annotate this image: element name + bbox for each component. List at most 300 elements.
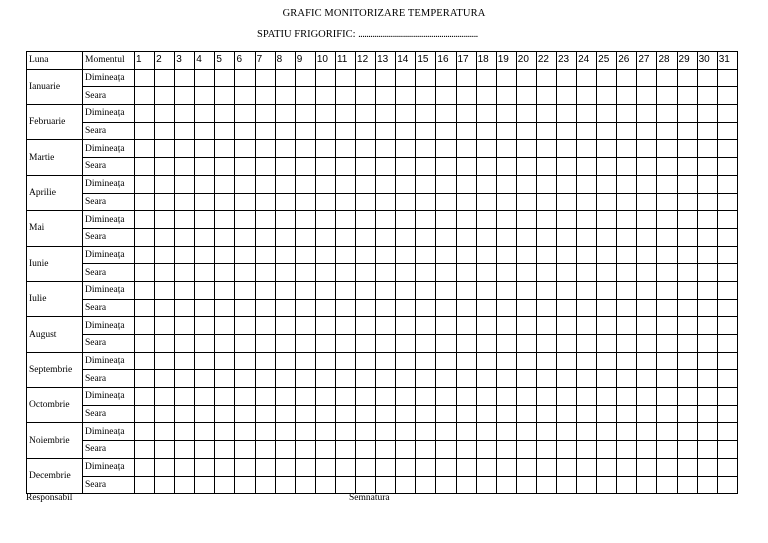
temperature-cell[interactable]	[356, 69, 376, 87]
temperature-cell[interactable]	[657, 423, 677, 441]
temperature-cell[interactable]	[476, 458, 496, 476]
temperature-cell[interactable]	[597, 352, 617, 370]
temperature-cell[interactable]	[476, 405, 496, 423]
temperature-cell[interactable]	[255, 405, 275, 423]
temperature-cell[interactable]	[577, 87, 597, 105]
temperature-cell[interactable]	[135, 264, 155, 282]
temperature-cell[interactable]	[275, 246, 295, 264]
temperature-cell[interactable]	[235, 441, 255, 459]
temperature-cell[interactable]	[295, 352, 315, 370]
temperature-cell[interactable]	[456, 87, 476, 105]
temperature-cell[interactable]	[617, 228, 637, 246]
temperature-cell[interactable]	[416, 405, 436, 423]
temperature-cell[interactable]	[235, 193, 255, 211]
temperature-cell[interactable]	[476, 476, 496, 494]
temperature-cell[interactable]	[255, 158, 275, 176]
temperature-cell[interactable]	[516, 122, 536, 140]
temperature-cell[interactable]	[516, 69, 536, 87]
temperature-cell[interactable]	[597, 69, 617, 87]
temperature-cell[interactable]	[255, 264, 275, 282]
temperature-cell[interactable]	[295, 158, 315, 176]
temperature-cell[interactable]	[155, 211, 175, 229]
temperature-cell[interactable]	[536, 299, 556, 317]
temperature-cell[interactable]	[295, 405, 315, 423]
temperature-cell[interactable]	[637, 228, 657, 246]
temperature-cell[interactable]	[617, 264, 637, 282]
temperature-cell[interactable]	[295, 299, 315, 317]
temperature-cell[interactable]	[717, 87, 737, 105]
temperature-cell[interactable]	[556, 211, 576, 229]
temperature-cell[interactable]	[376, 458, 396, 476]
temperature-cell[interactable]	[436, 405, 456, 423]
temperature-cell[interactable]	[597, 105, 617, 123]
temperature-cell[interactable]	[416, 476, 436, 494]
temperature-cell[interactable]	[135, 281, 155, 299]
temperature-cell[interactable]	[476, 211, 496, 229]
temperature-cell[interactable]	[516, 352, 536, 370]
temperature-cell[interactable]	[677, 370, 697, 388]
temperature-cell[interactable]	[456, 388, 476, 406]
temperature-cell[interactable]	[275, 264, 295, 282]
temperature-cell[interactable]	[556, 264, 576, 282]
temperature-cell[interactable]	[356, 228, 376, 246]
temperature-cell[interactable]	[376, 175, 396, 193]
temperature-cell[interactable]	[295, 87, 315, 105]
temperature-cell[interactable]	[275, 140, 295, 158]
temperature-cell[interactable]	[476, 246, 496, 264]
temperature-cell[interactable]	[597, 281, 617, 299]
temperature-cell[interactable]	[175, 388, 195, 406]
temperature-cell[interactable]	[255, 299, 275, 317]
temperature-cell[interactable]	[657, 264, 677, 282]
temperature-cell[interactable]	[456, 122, 476, 140]
temperature-cell[interactable]	[155, 175, 175, 193]
temperature-cell[interactable]	[215, 175, 235, 193]
temperature-cell[interactable]	[235, 405, 255, 423]
temperature-cell[interactable]	[135, 211, 155, 229]
temperature-cell[interactable]	[335, 175, 355, 193]
temperature-cell[interactable]	[577, 69, 597, 87]
temperature-cell[interactable]	[697, 246, 717, 264]
temperature-cell[interactable]	[436, 370, 456, 388]
temperature-cell[interactable]	[456, 423, 476, 441]
temperature-cell[interactable]	[175, 158, 195, 176]
temperature-cell[interactable]	[376, 299, 396, 317]
temperature-cell[interactable]	[295, 423, 315, 441]
temperature-cell[interactable]	[496, 175, 516, 193]
temperature-cell[interactable]	[255, 441, 275, 459]
temperature-cell[interactable]	[195, 140, 215, 158]
temperature-cell[interactable]	[536, 458, 556, 476]
temperature-cell[interactable]	[637, 370, 657, 388]
temperature-cell[interactable]	[536, 476, 556, 494]
temperature-cell[interactable]	[617, 140, 637, 158]
temperature-cell[interactable]	[597, 175, 617, 193]
temperature-cell[interactable]	[717, 122, 737, 140]
temperature-cell[interactable]	[155, 228, 175, 246]
temperature-cell[interactable]	[396, 158, 416, 176]
temperature-cell[interactable]	[275, 105, 295, 123]
temperature-cell[interactable]	[396, 335, 416, 353]
temperature-cell[interactable]	[657, 175, 677, 193]
temperature-cell[interactable]	[335, 299, 355, 317]
temperature-cell[interactable]	[637, 441, 657, 459]
temperature-cell[interactable]	[275, 370, 295, 388]
temperature-cell[interactable]	[155, 405, 175, 423]
temperature-cell[interactable]	[195, 69, 215, 87]
temperature-cell[interactable]	[456, 405, 476, 423]
temperature-cell[interactable]	[356, 441, 376, 459]
temperature-cell[interactable]	[697, 193, 717, 211]
temperature-cell[interactable]	[496, 193, 516, 211]
temperature-cell[interactable]	[476, 335, 496, 353]
temperature-cell[interactable]	[215, 69, 235, 87]
temperature-cell[interactable]	[195, 458, 215, 476]
temperature-cell[interactable]	[436, 122, 456, 140]
temperature-cell[interactable]	[235, 335, 255, 353]
temperature-cell[interactable]	[376, 441, 396, 459]
temperature-cell[interactable]	[677, 264, 697, 282]
temperature-cell[interactable]	[556, 299, 576, 317]
temperature-cell[interactable]	[556, 246, 576, 264]
temperature-cell[interactable]	[155, 317, 175, 335]
temperature-cell[interactable]	[416, 370, 436, 388]
temperature-cell[interactable]	[275, 317, 295, 335]
temperature-cell[interactable]	[597, 264, 617, 282]
temperature-cell[interactable]	[396, 405, 416, 423]
temperature-cell[interactable]	[597, 87, 617, 105]
temperature-cell[interactable]	[195, 476, 215, 494]
temperature-cell[interactable]	[416, 140, 436, 158]
temperature-cell[interactable]	[697, 281, 717, 299]
temperature-cell[interactable]	[396, 441, 416, 459]
temperature-cell[interactable]	[436, 105, 456, 123]
temperature-cell[interactable]	[677, 193, 697, 211]
temperature-cell[interactable]	[617, 122, 637, 140]
temperature-cell[interactable]	[175, 122, 195, 140]
temperature-cell[interactable]	[637, 122, 657, 140]
temperature-cell[interactable]	[717, 158, 737, 176]
temperature-cell[interactable]	[577, 388, 597, 406]
temperature-cell[interactable]	[476, 281, 496, 299]
temperature-cell[interactable]	[235, 87, 255, 105]
temperature-cell[interactable]	[235, 211, 255, 229]
temperature-cell[interactable]	[155, 423, 175, 441]
temperature-cell[interactable]	[677, 299, 697, 317]
temperature-cell[interactable]	[597, 122, 617, 140]
temperature-cell[interactable]	[416, 122, 436, 140]
temperature-cell[interactable]	[416, 264, 436, 282]
temperature-cell[interactable]	[376, 105, 396, 123]
temperature-cell[interactable]	[597, 140, 617, 158]
temperature-cell[interactable]	[175, 317, 195, 335]
temperature-cell[interactable]	[717, 299, 737, 317]
temperature-cell[interactable]	[295, 476, 315, 494]
temperature-cell[interactable]	[275, 458, 295, 476]
temperature-cell[interactable]	[275, 423, 295, 441]
temperature-cell[interactable]	[315, 122, 335, 140]
temperature-cell[interactable]	[657, 228, 677, 246]
temperature-cell[interactable]	[215, 281, 235, 299]
temperature-cell[interactable]	[536, 246, 556, 264]
temperature-cell[interactable]	[135, 175, 155, 193]
temperature-cell[interactable]	[175, 87, 195, 105]
temperature-cell[interactable]	[275, 69, 295, 87]
temperature-cell[interactable]	[516, 193, 536, 211]
temperature-cell[interactable]	[195, 370, 215, 388]
temperature-cell[interactable]	[496, 423, 516, 441]
temperature-cell[interactable]	[195, 317, 215, 335]
temperature-cell[interactable]	[135, 158, 155, 176]
temperature-cell[interactable]	[697, 87, 717, 105]
temperature-cell[interactable]	[155, 281, 175, 299]
temperature-cell[interactable]	[597, 335, 617, 353]
temperature-cell[interactable]	[255, 458, 275, 476]
temperature-cell[interactable]	[637, 299, 657, 317]
temperature-cell[interactable]	[717, 193, 737, 211]
temperature-cell[interactable]	[315, 158, 335, 176]
temperature-cell[interactable]	[717, 476, 737, 494]
temperature-cell[interactable]	[175, 352, 195, 370]
temperature-cell[interactable]	[617, 87, 637, 105]
temperature-cell[interactable]	[315, 193, 335, 211]
temperature-cell[interactable]	[496, 370, 516, 388]
temperature-cell[interactable]	[175, 69, 195, 87]
temperature-cell[interactable]	[617, 158, 637, 176]
temperature-cell[interactable]	[315, 370, 335, 388]
temperature-cell[interactable]	[556, 317, 576, 335]
temperature-cell[interactable]	[577, 281, 597, 299]
temperature-cell[interactable]	[315, 388, 335, 406]
temperature-cell[interactable]	[436, 69, 456, 87]
temperature-cell[interactable]	[496, 299, 516, 317]
temperature-cell[interactable]	[175, 175, 195, 193]
temperature-cell[interactable]	[275, 281, 295, 299]
temperature-cell[interactable]	[275, 352, 295, 370]
temperature-cell[interactable]	[476, 352, 496, 370]
temperature-cell[interactable]	[376, 317, 396, 335]
temperature-cell[interactable]	[135, 423, 155, 441]
temperature-cell[interactable]	[175, 370, 195, 388]
temperature-cell[interactable]	[275, 228, 295, 246]
temperature-cell[interactable]	[516, 281, 536, 299]
temperature-cell[interactable]	[476, 158, 496, 176]
temperature-cell[interactable]	[496, 441, 516, 459]
temperature-cell[interactable]	[275, 405, 295, 423]
temperature-cell[interactable]	[195, 158, 215, 176]
temperature-cell[interactable]	[436, 158, 456, 176]
temperature-cell[interactable]	[436, 423, 456, 441]
temperature-cell[interactable]	[677, 423, 697, 441]
temperature-cell[interactable]	[697, 352, 717, 370]
temperature-cell[interactable]	[677, 352, 697, 370]
temperature-cell[interactable]	[597, 423, 617, 441]
temperature-cell[interactable]	[436, 246, 456, 264]
temperature-cell[interactable]	[536, 140, 556, 158]
temperature-cell[interactable]	[496, 140, 516, 158]
temperature-cell[interactable]	[416, 352, 436, 370]
temperature-cell[interactable]	[516, 175, 536, 193]
temperature-cell[interactable]	[617, 281, 637, 299]
temperature-cell[interactable]	[215, 388, 235, 406]
temperature-cell[interactable]	[436, 299, 456, 317]
temperature-cell[interactable]	[556, 476, 576, 494]
temperature-cell[interactable]	[516, 317, 536, 335]
temperature-cell[interactable]	[416, 317, 436, 335]
temperature-cell[interactable]	[697, 122, 717, 140]
temperature-cell[interactable]	[577, 246, 597, 264]
temperature-cell[interactable]	[536, 370, 556, 388]
temperature-cell[interactable]	[496, 105, 516, 123]
temperature-cell[interactable]	[617, 370, 637, 388]
temperature-cell[interactable]	[335, 352, 355, 370]
temperature-cell[interactable]	[456, 299, 476, 317]
temperature-cell[interactable]	[416, 158, 436, 176]
temperature-cell[interactable]	[416, 281, 436, 299]
temperature-cell[interactable]	[577, 158, 597, 176]
temperature-cell[interactable]	[255, 281, 275, 299]
temperature-cell[interactable]	[677, 211, 697, 229]
temperature-cell[interactable]	[577, 193, 597, 211]
temperature-cell[interactable]	[556, 105, 576, 123]
temperature-cell[interactable]	[215, 158, 235, 176]
temperature-cell[interactable]	[295, 246, 315, 264]
temperature-cell[interactable]	[597, 405, 617, 423]
temperature-cell[interactable]	[396, 175, 416, 193]
temperature-cell[interactable]	[235, 246, 255, 264]
temperature-cell[interactable]	[235, 105, 255, 123]
temperature-cell[interactable]	[396, 228, 416, 246]
temperature-cell[interactable]	[617, 476, 637, 494]
temperature-cell[interactable]	[135, 228, 155, 246]
temperature-cell[interactable]	[195, 405, 215, 423]
temperature-cell[interactable]	[195, 193, 215, 211]
temperature-cell[interactable]	[255, 317, 275, 335]
temperature-cell[interactable]	[617, 352, 637, 370]
temperature-cell[interactable]	[637, 211, 657, 229]
temperature-cell[interactable]	[255, 476, 275, 494]
temperature-cell[interactable]	[396, 281, 416, 299]
temperature-cell[interactable]	[175, 105, 195, 123]
temperature-cell[interactable]	[235, 317, 255, 335]
temperature-cell[interactable]	[376, 370, 396, 388]
temperature-cell[interactable]	[717, 105, 737, 123]
temperature-cell[interactable]	[657, 317, 677, 335]
temperature-cell[interactable]	[416, 211, 436, 229]
temperature-cell[interactable]	[135, 405, 155, 423]
temperature-cell[interactable]	[476, 388, 496, 406]
temperature-cell[interactable]	[577, 122, 597, 140]
temperature-cell[interactable]	[617, 105, 637, 123]
temperature-cell[interactable]	[677, 441, 697, 459]
temperature-cell[interactable]	[335, 211, 355, 229]
temperature-cell[interactable]	[697, 69, 717, 87]
temperature-cell[interactable]	[155, 458, 175, 476]
temperature-cell[interactable]	[536, 122, 556, 140]
temperature-cell[interactable]	[315, 423, 335, 441]
temperature-cell[interactable]	[657, 458, 677, 476]
temperature-cell[interactable]	[356, 105, 376, 123]
temperature-cell[interactable]	[335, 405, 355, 423]
temperature-cell[interactable]	[496, 352, 516, 370]
temperature-cell[interactable]	[717, 388, 737, 406]
temperature-cell[interactable]	[476, 122, 496, 140]
temperature-cell[interactable]	[496, 317, 516, 335]
temperature-cell[interactable]	[356, 388, 376, 406]
temperature-cell[interactable]	[356, 140, 376, 158]
temperature-cell[interactable]	[536, 87, 556, 105]
temperature-cell[interactable]	[175, 140, 195, 158]
temperature-cell[interactable]	[637, 264, 657, 282]
temperature-cell[interactable]	[335, 228, 355, 246]
temperature-cell[interactable]	[315, 175, 335, 193]
temperature-cell[interactable]	[376, 388, 396, 406]
temperature-cell[interactable]	[356, 264, 376, 282]
temperature-cell[interactable]	[436, 388, 456, 406]
temperature-cell[interactable]	[335, 246, 355, 264]
temperature-cell[interactable]	[476, 228, 496, 246]
temperature-cell[interactable]	[516, 105, 536, 123]
temperature-cell[interactable]	[637, 140, 657, 158]
temperature-cell[interactable]	[637, 352, 657, 370]
temperature-cell[interactable]	[496, 476, 516, 494]
temperature-cell[interactable]	[717, 458, 737, 476]
temperature-cell[interactable]	[376, 281, 396, 299]
temperature-cell[interactable]	[235, 281, 255, 299]
temperature-cell[interactable]	[175, 246, 195, 264]
temperature-cell[interactable]	[677, 476, 697, 494]
temperature-cell[interactable]	[637, 388, 657, 406]
temperature-cell[interactable]	[556, 281, 576, 299]
temperature-cell[interactable]	[436, 281, 456, 299]
temperature-cell[interactable]	[697, 423, 717, 441]
temperature-cell[interactable]	[717, 140, 737, 158]
temperature-cell[interactable]	[255, 370, 275, 388]
temperature-cell[interactable]	[195, 441, 215, 459]
temperature-cell[interactable]	[717, 69, 737, 87]
temperature-cell[interactable]	[335, 458, 355, 476]
temperature-cell[interactable]	[577, 299, 597, 317]
temperature-cell[interactable]	[496, 335, 516, 353]
temperature-cell[interactable]	[496, 122, 516, 140]
temperature-cell[interactable]	[697, 264, 717, 282]
temperature-cell[interactable]	[516, 405, 536, 423]
temperature-cell[interactable]	[516, 423, 536, 441]
temperature-cell[interactable]	[356, 352, 376, 370]
temperature-cell[interactable]	[556, 405, 576, 423]
temperature-cell[interactable]	[155, 69, 175, 87]
temperature-cell[interactable]	[155, 264, 175, 282]
temperature-cell[interactable]	[496, 246, 516, 264]
temperature-cell[interactable]	[215, 211, 235, 229]
temperature-cell[interactable]	[155, 441, 175, 459]
temperature-cell[interactable]	[376, 228, 396, 246]
temperature-cell[interactable]	[536, 228, 556, 246]
temperature-cell[interactable]	[597, 193, 617, 211]
temperature-cell[interactable]	[356, 458, 376, 476]
temperature-cell[interactable]	[275, 299, 295, 317]
temperature-cell[interactable]	[235, 476, 255, 494]
temperature-cell[interactable]	[697, 211, 717, 229]
temperature-cell[interactable]	[135, 352, 155, 370]
temperature-cell[interactable]	[175, 405, 195, 423]
temperature-cell[interactable]	[275, 388, 295, 406]
temperature-cell[interactable]	[697, 317, 717, 335]
temperature-cell[interactable]	[255, 69, 275, 87]
temperature-cell[interactable]	[516, 246, 536, 264]
temperature-cell[interactable]	[697, 335, 717, 353]
temperature-cell[interactable]	[155, 352, 175, 370]
